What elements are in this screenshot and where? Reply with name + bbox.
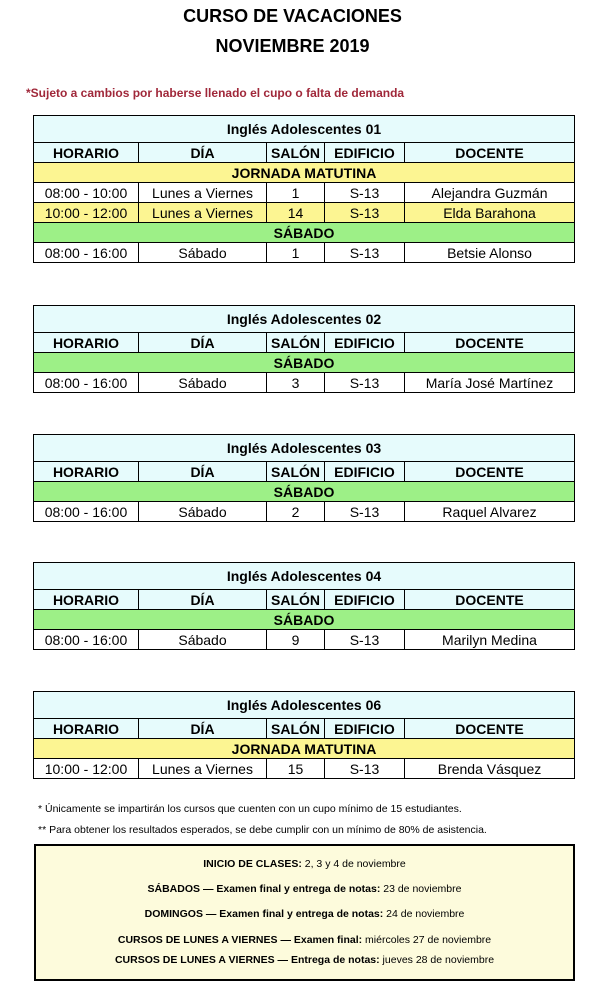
cell-dia: Sábado — [139, 243, 267, 263]
cell-salon: 3 — [267, 373, 325, 393]
column-header: EDIFICIO — [325, 462, 405, 482]
section-label: JORNADA MATUTINA — [34, 739, 575, 759]
page-title: CURSO DE VACACIONES — [183, 6, 402, 26]
cell-dia: Sábado — [139, 630, 267, 650]
cell-docente: Alejandra Guzmán — [405, 183, 575, 203]
column-header: HORARIO — [34, 590, 139, 610]
table-row — [34, 630, 575, 650]
cell-docente: Raquel Alvarez — [405, 502, 575, 522]
cell-horario: 08:00 - 16:00 — [34, 243, 139, 263]
cell-edificio: S-13 — [325, 502, 405, 522]
column-header: HORARIO — [34, 333, 139, 353]
important-dates-box — [34, 844, 575, 981]
section-row — [34, 739, 575, 759]
cell-edificio: S-13 — [325, 243, 405, 263]
column-header: SALÓN — [267, 719, 325, 739]
cell-edificio: S-13 — [325, 759, 405, 779]
info-line: SÁBADOS — Examen final y entrega de notas: 23 de noviembre — [147, 883, 462, 895]
section-label: SÁBADO — [34, 223, 575, 243]
table-row — [34, 243, 575, 263]
section-row — [34, 482, 575, 502]
change-notice: *Sujeto a cambios por haberse llenado el cupo o falta de demanda — [26, 86, 405, 100]
column-header: DOCENTE — [405, 333, 575, 353]
column-header: DOCENTE — [405, 462, 575, 482]
cell-dia: Sábado — [139, 373, 267, 393]
column-header: DÍA — [139, 333, 267, 353]
info-line: CURSOS DE LUNES A VIERNES — Entrega de notas: jueves 28 de noviembre — [114, 954, 495, 966]
section-row — [34, 163, 575, 183]
column-header: EDIFICIO — [325, 333, 405, 353]
section-row — [34, 223, 575, 243]
header-row — [34, 333, 575, 353]
cell-docente: Brenda Vásquez — [405, 759, 575, 779]
section-label: SÁBADO — [34, 353, 575, 373]
column-header: DÍA — [139, 719, 267, 739]
info-line: INICIO DE CLASES: 2, 3 y 4 de noviembre — [203, 858, 406, 870]
column-header: DÍA — [139, 462, 267, 482]
table-row — [34, 373, 575, 393]
cell-salon: 2 — [267, 502, 325, 522]
column-header: EDIFICIO — [325, 590, 405, 610]
cell-edificio: S-13 — [325, 630, 405, 650]
page-subtitle: NOVIEMBRE 2019 — [215, 36, 370, 56]
column-header: DÍA — [139, 590, 267, 610]
cell-horario: 08:00 - 10:00 — [34, 183, 139, 203]
column-header: EDIFICIO — [325, 719, 405, 739]
info-line: DOMINGOS — Examen final y entrega de notas: 24 de noviembre — [144, 908, 465, 920]
cell-docente: Betsie Alonso — [405, 243, 575, 263]
column-header: DOCENTE — [405, 143, 575, 163]
section-label: JORNADA MATUTINA — [34, 163, 575, 183]
header-row — [34, 143, 575, 163]
cell-horario: 08:00 - 16:00 — [34, 373, 139, 393]
table-row — [34, 502, 575, 522]
header-row — [34, 462, 575, 482]
table-row — [34, 183, 575, 203]
table-row — [34, 759, 575, 779]
cell-salon: 1 — [267, 243, 325, 263]
column-header: SALÓN — [267, 143, 325, 163]
course-table — [33, 691, 575, 779]
course-title: Inglés Adolescentes 03 — [34, 435, 575, 462]
course-title: Inglés Adolescentes 04 — [34, 563, 575, 590]
cell-edificio: S-13 — [325, 183, 405, 203]
cell-dia: Sábado — [139, 502, 267, 522]
cell-edificio: S-13 — [325, 373, 405, 393]
course-table — [33, 562, 575, 650]
column-header: DÍA — [139, 143, 267, 163]
cell-dia: Lunes a Viernes — [139, 759, 267, 779]
course-title: Inglés Adolescentes 01 — [34, 116, 575, 143]
column-header: DOCENTE — [405, 590, 575, 610]
section-row — [34, 610, 575, 630]
cell-salon: 15 — [267, 759, 325, 779]
header-row — [34, 719, 575, 739]
column-header: HORARIO — [34, 143, 139, 163]
column-header: EDIFICIO — [325, 143, 405, 163]
column-header: SALÓN — [267, 462, 325, 482]
cell-horario: 10:00 - 12:00 — [34, 759, 139, 779]
column-header: DOCENTE — [405, 719, 575, 739]
course-table — [33, 434, 575, 522]
column-header: HORARIO — [34, 462, 139, 482]
cell-salon: 9 — [267, 630, 325, 650]
cell-salon: 1 — [267, 183, 325, 203]
cell-horario: 08:00 - 16:00 — [34, 630, 139, 650]
cell-horario: 08:00 - 16:00 — [34, 502, 139, 522]
column-header: HORARIO — [34, 719, 139, 739]
course-title: Inglés Adolescentes 02 — [34, 306, 575, 333]
column-header: SALÓN — [267, 590, 325, 610]
cell-horario: 10:00 - 12:00 — [34, 203, 139, 223]
cell-docente: Elda Barahona — [405, 203, 575, 223]
course-table — [33, 115, 575, 263]
cell-docente: María José Martínez — [405, 373, 575, 393]
cell-docente: Marilyn Medina — [405, 630, 575, 650]
footnote-min-students: * Únicamente se impartirán los cursos que cuenten con un cupo mínimo de 15 estudiantes. — [38, 803, 462, 815]
course-title: Inglés Adolescentes 06 — [34, 692, 575, 719]
info-line: CURSOS DE LUNES A VIERNES — Examen final: miércoles 27 de noviembre — [117, 934, 492, 946]
section-label: SÁBADO — [34, 610, 575, 630]
header-row — [34, 590, 575, 610]
cell-salon: 14 — [267, 203, 325, 223]
table-row — [34, 203, 575, 223]
column-header: SALÓN — [267, 333, 325, 353]
cell-dia: Lunes a Viernes — [139, 203, 267, 223]
footnote-attendance: ** Para obtener los resultados esperados, se debe cumplir con un mínimo de 80% de asistencia. — [38, 824, 487, 836]
section-label: SÁBADO — [34, 482, 575, 502]
course-table — [33, 305, 575, 393]
section-row — [34, 353, 575, 373]
cell-edificio: S-13 — [325, 203, 405, 223]
cell-dia: Lunes a Viernes — [139, 183, 267, 203]
